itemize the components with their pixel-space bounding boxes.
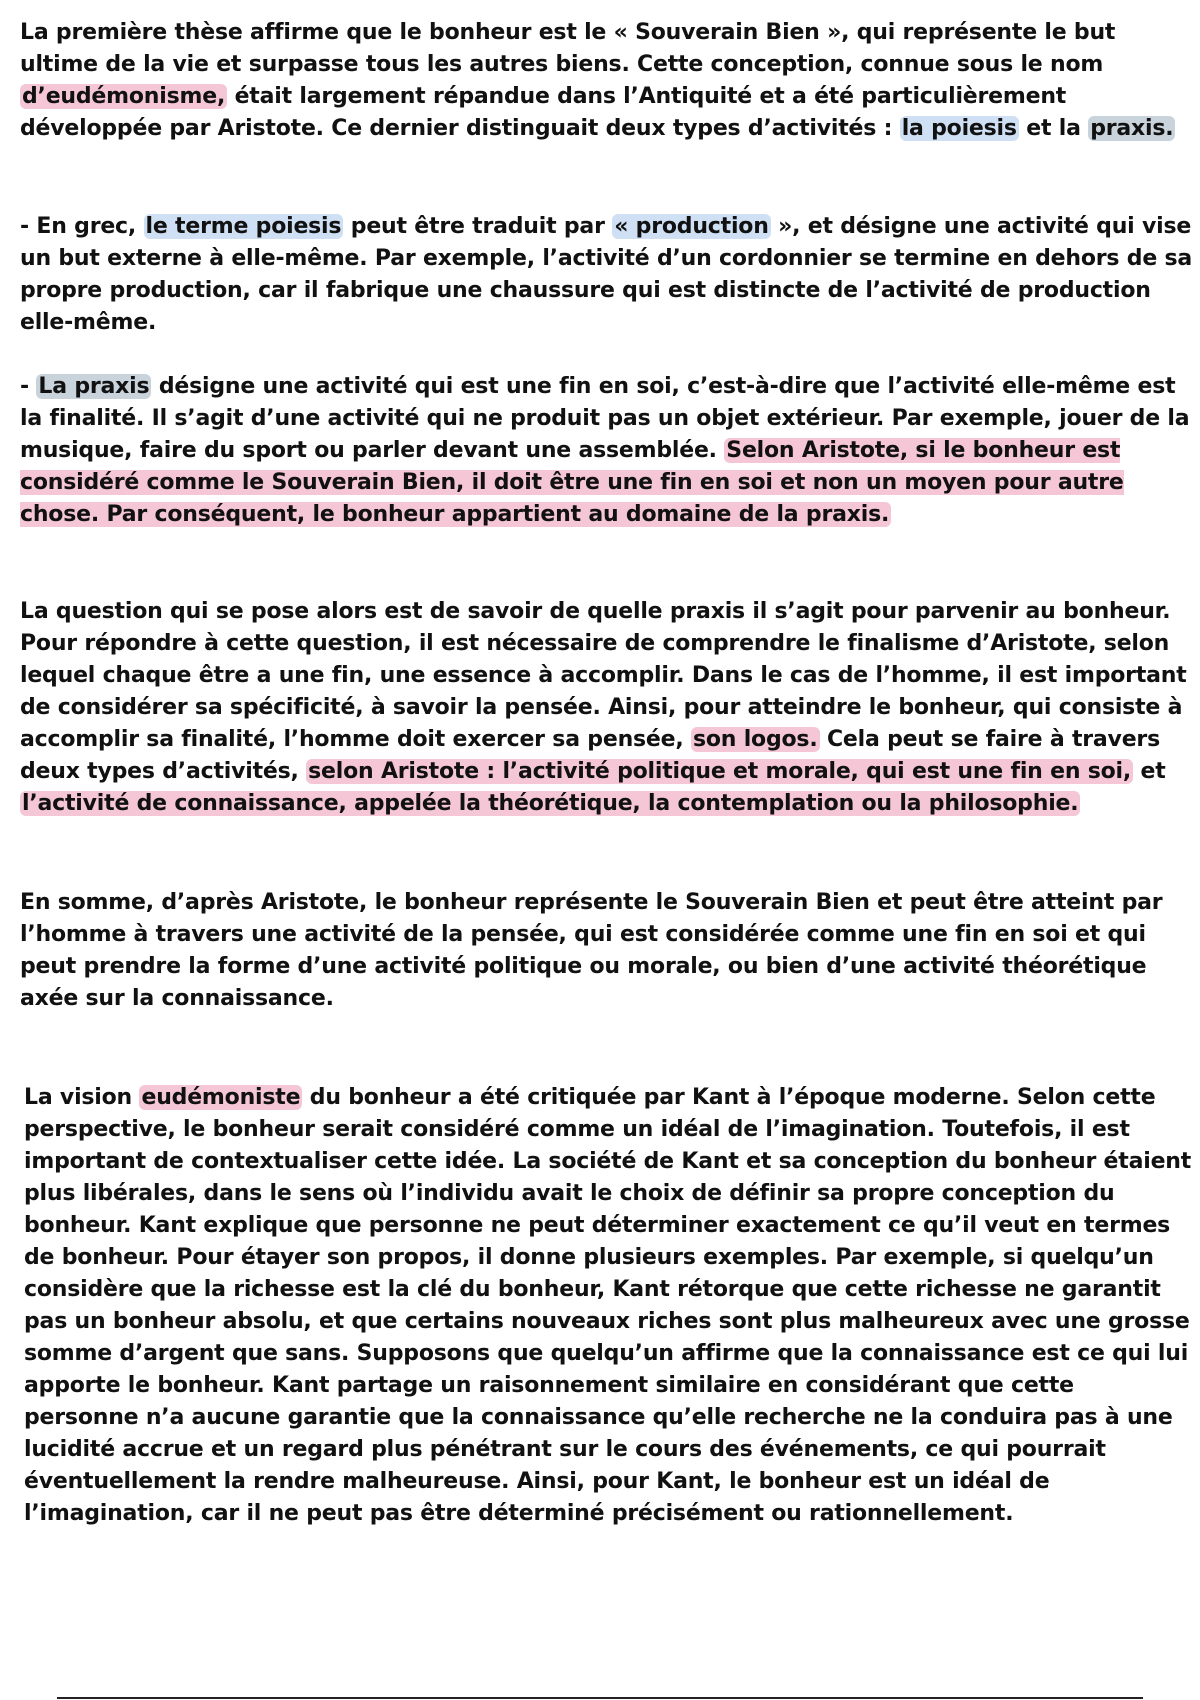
text-run: La question qui se pose alors est de savoir de quelle praxis il s’agit pour parvenir au bonheur. Pour répondre à cette question, il est nécessaire de comprendre le finalisme d’Aristote, selon lequel chaque être a une fin, une essence à accomplir. Dans le cas de l’homme, il est important de considérer sa spécificité, à savoir la pensée. Ainsi, pour atteindre le bonheur, qui consiste à accomplir sa finalité, l’homme doit exercer sa pensée,: [20, 599, 1187, 752]
paragraph-praxis: [20, 371, 1195, 531]
footer-divider: [57, 1697, 1143, 1699]
paragraph-kant: [24, 1082, 1194, 1530]
paragraph-finalisme: [20, 596, 1195, 820]
text-run: En somme, d’après Aristote, le bonheur représente le Souverain Bien et peut être atteint par l’homme à travers une activité de la pensée, qui est considérée comme une fin en soi et qui peut prendre la forme d’une activité politique ou morale, ou bien d’une activité théorétique axée sur la connaissance.: [20, 890, 1163, 1011]
highlight-poiesis: la poiesis: [901, 116, 1017, 141]
text-run: », et désigne une activité qui vise un but externe à elle-même. Par exemple, l’activité d’un cordonnier se termine en dehors de sa propre production, car il fabrique une chaussure qui est distincte de l’activité de production elle-même.: [20, 214, 1193, 335]
text-run: - En grec,: [20, 214, 144, 239]
text-run: et la: [1018, 116, 1089, 141]
text-run: La première thèse affirme que le bonheur est le « Souverain Bien », qui représente le but ultime de la vie et surpasse tous les autres biens. Cette conception, connue sous le nom: [20, 20, 1116, 77]
paragraph-en-somme: [20, 887, 1195, 1015]
paragraph-souverain-bien: [20, 17, 1195, 145]
highlight-activite-connaissance: l’activité de connaissance, appelée la théorétique, la contemplation ou la philosophie.: [22, 791, 1079, 816]
text-run: du bonheur a été critiquée par Kant à l’époque moderne. Selon cette perspective, le bonheur serait considéré comme un idéal de l’imagination. Toutefois, il est important de contextualiser cette idée. La société de Kant et sa conception du bonheur étaient plus libérales, dans le sens où l’individu avait le choix de définir sa propre conception du bonheur. Kant explique que personne ne peut déterminer exactement ce qu’il veut en termes de bonheur. Pour étayer son propos, il donne plusieurs exemples. Par exemple, si quelqu’un considère que la richesse est la clé du bonheur, Kant rétorque que cette richesse ne garantit pas un bonheur absolu, et que certains nouveaux riches sont plus malheureux avec une grosse somme d’argent que sans. Supposons que quelqu’un affirme que la connaissance est ce qui lui apporte le bonheur. Kant partage un raisonnement similaire en considérant que cette personne n’a aucune garantie que la connaissance qu’elle recherche ne la conduira pas à une lucidité accrue et un regard plus pénétrant sur le cours des événements, ce qui pourrait éventuellement la rendre malheureuse. Ainsi, pour Kant, le bonheur est un idéal de l’imagination, car il ne peut pas être déterminé précisément ou rationnellement.: [24, 1085, 1192, 1526]
highlight-praxis: praxis.: [1090, 116, 1174, 141]
highlight-logos: son logos.: [692, 727, 818, 752]
text-run: Cela peut se faire à travers deux types d’activités,: [20, 727, 1160, 784]
text-run: La vision: [24, 1085, 140, 1110]
highlight-selon-aristote: Selon Aristote, si le bonheur est considéré comme le Souverain Bien, il doit être une fin en soi et non un moyen pour autre chose. Par conséquent, le bonheur appartient au domaine de la praxis.: [20, 438, 1124, 527]
highlight-eudemonisme: d’eudémonisme,: [22, 84, 226, 109]
highlight-eudemoniste: eudémoniste: [141, 1085, 301, 1110]
text-run: peut être traduit par: [343, 214, 613, 239]
text-run: et: [1133, 759, 1166, 784]
paragraph-poiesis: [20, 211, 1195, 339]
highlight-la-praxis: La praxis: [38, 374, 150, 399]
text-run: était largement répandue dans l’Antiquité et a été particulièrement développée par Aristote. Ce dernier distinguait deux types d’activités :: [20, 84, 1067, 141]
highlight-activite-politique: selon Aristote : l’activité politique et morale, qui est une fin en soi,: [308, 759, 1132, 784]
text-run: -: [20, 374, 37, 399]
text-run: désigne une activité qui est une fin en soi, c’est-à-dire que l’activité elle-même est la finalité. Il s’agit d’une activité qui ne produit pas un objet extérieur. Par exemple, jouer de la musique, faire du sport ou parler devant une assemblée.: [20, 374, 1190, 463]
highlight-production: « production: [614, 214, 769, 239]
highlight-terme-poiesis: le terme poiesis: [145, 214, 342, 239]
